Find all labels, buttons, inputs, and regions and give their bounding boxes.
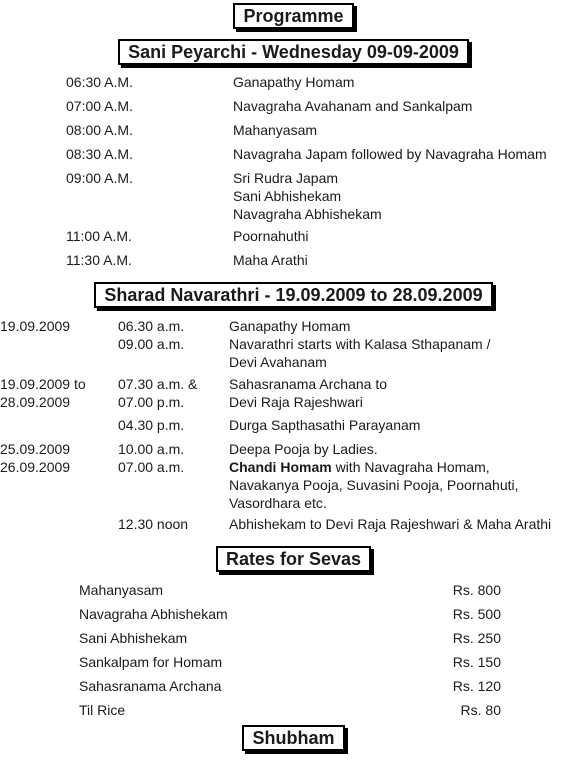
- programme-title-wrap: [0, 3, 587, 29]
- sani-event: Sani Abhishekam: [233, 188, 342, 204]
- navarathri-event: Navarathri starts with Kalasa Sthapanam /: [229, 336, 491, 352]
- navarathri-events: [229, 515, 551, 533]
- navarathri-date: 19.09.2009: [0, 318, 71, 334]
- navarathri-dates: [0, 440, 70, 476]
- rate-name: Sani Abhishekam: [79, 630, 188, 646]
- sani-time: 07:00 A.M.: [66, 98, 133, 114]
- navarathri-times: [118, 440, 184, 476]
- rate-name: Mahanyasam: [79, 582, 164, 598]
- rates-heading: Rates for Sevas: [216, 546, 371, 572]
- navarathri-time: 10.00 a.m.: [118, 441, 185, 457]
- rate-name: Til Rice: [79, 702, 126, 718]
- sani-event: Sri Rudra Japam: [233, 170, 339, 186]
- rate-price: Rs. 500: [452, 606, 501, 622]
- navarathri-date: 25.09.2009: [0, 441, 71, 457]
- navarathri-event: Devi Raja Rajeshwari: [229, 394, 363, 410]
- navarathri-date: 19.09.2009 to: [0, 376, 86, 392]
- sani-time: 09:00 A.M.: [66, 170, 133, 186]
- navarathri-date: 26.09.2009: [0, 459, 71, 475]
- navarathri-event: Navakanya Pooja, Suvasini Pooja, Poornahuti,: [229, 477, 519, 493]
- navarathri-dates: [0, 375, 86, 411]
- rate-price: Rs. 800: [452, 582, 501, 598]
- sani-event: Ganapathy Homam: [233, 74, 355, 90]
- sani-time: 08:00 A.M.: [66, 122, 133, 138]
- navarathri-event-chandi: [229, 458, 519, 476]
- navarathri-time: 06.30 a.m.: [118, 318, 185, 334]
- sani-event: Navagraha Abhishekam: [233, 206, 382, 222]
- sani-time: 08:30 A.M.: [66, 146, 133, 162]
- rate-price: Rs. 120: [452, 678, 501, 694]
- sani-event: Maha Arathi: [233, 252, 308, 268]
- navarathri-event: Abhishekam to Devi Raja Rajeshwari & Maha Arathi: [229, 516, 552, 532]
- footer-shubham: Shubham: [242, 725, 344, 751]
- navarathri-events: [229, 317, 490, 371]
- rate-price: Rs. 80: [460, 702, 501, 718]
- navarathri-event: Deepa Pooja by Ladies.: [229, 441, 378, 457]
- navarathri-dates: [0, 317, 70, 335]
- sani-event: Navagraha Japam followed by Navagraha Homam: [233, 146, 547, 162]
- navarathri-times: [118, 317, 184, 353]
- navarathri-time: 12.30 noon: [118, 516, 189, 532]
- rate-name: Sankalpam for Homam: [79, 654, 223, 670]
- navarathri-event: Sahasranama Archana to: [229, 376, 387, 392]
- chandi-homam-bold: Chandi Homam: [229, 459, 332, 475]
- sani-time: 11:00 A.M.: [66, 228, 132, 244]
- sani-heading-wrap: [0, 39, 587, 65]
- navarathri-time: 07.30 a.m. &: [118, 376, 198, 392]
- navarathri-events: [229, 375, 387, 411]
- navarathri-events: [229, 440, 519, 512]
- navarathri-times: [118, 375, 197, 411]
- sani-event: Poornahuthi: [233, 228, 309, 244]
- navarathri-event: Durga Sapthasathi Parayanam: [229, 417, 421, 433]
- sani-time: 11:30 A.M.: [66, 252, 132, 268]
- sani-event-stack: [233, 169, 382, 223]
- rate-name: Navagraha Abhishekam: [79, 606, 228, 622]
- navarathri-event: Vasordhara etc.: [229, 495, 327, 511]
- rate-price: Rs. 150: [452, 654, 501, 670]
- navarathri-event: Devi Avahanam: [229, 354, 327, 370]
- rate-price: Rs. 250: [452, 630, 501, 646]
- chandi-homam-rest: with Navagraha Homam,: [331, 459, 490, 475]
- navarathri-events: [229, 416, 420, 434]
- programme-title: Programme: [233, 3, 353, 29]
- rate-name: Sahasranama Archana: [79, 678, 222, 694]
- sani-event: Mahanyasam: [233, 122, 318, 138]
- navarathri-event: Ganapathy Homam: [229, 318, 351, 334]
- footer-wrap: [0, 725, 587, 751]
- navarathri-date: 28.09.2009: [0, 394, 71, 410]
- navarathri-time: 07.00 a.m.: [118, 459, 185, 475]
- navarathri-time: 04.30 p.m.: [118, 417, 185, 433]
- navarathri-times: [118, 515, 188, 533]
- navarathri-heading-wrap: [0, 282, 587, 308]
- sani-heading: Sani Peyarchi - Wednesday 09-09-2009: [118, 39, 469, 65]
- navarathri-heading: Sharad Navarathri - 19.09.2009 to 28.09.2009: [94, 282, 492, 308]
- sani-time: 06:30 A.M.: [66, 74, 133, 90]
- navarathri-time: 09.00 a.m.: [118, 336, 185, 352]
- navarathri-times: [118, 416, 184, 434]
- rates-heading-wrap: [0, 546, 587, 572]
- sani-event: Navagraha Avahanam and Sankalpam: [233, 98, 473, 114]
- navarathri-time: 07.00 p.m.: [118, 394, 185, 410]
